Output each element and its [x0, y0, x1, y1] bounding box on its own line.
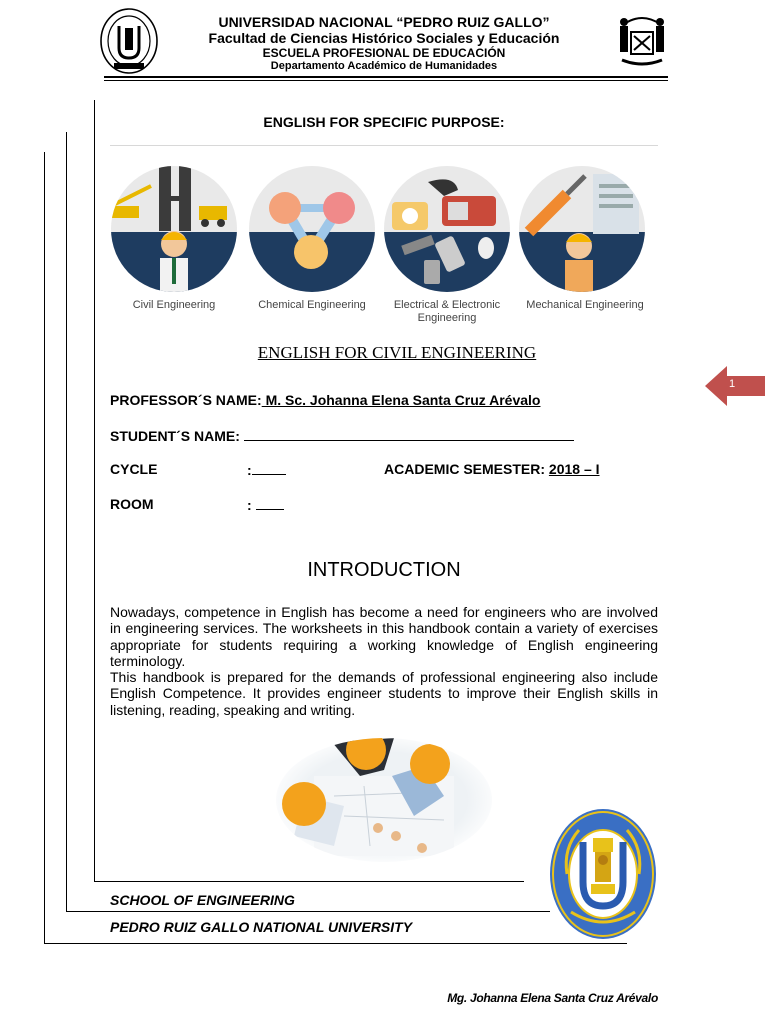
- cycle-field[interactable]: [252, 461, 286, 475]
- student-name-field[interactable]: [244, 427, 574, 441]
- room-row: [247, 496, 284, 513]
- student-row: [110, 427, 574, 444]
- room-label: ROOM: [110, 496, 154, 512]
- semester-row: [384, 461, 600, 477]
- cycle-label: CYCLE: [110, 461, 158, 477]
- mechanical-engineering-label: Mechanical Engineering: [526, 299, 644, 311]
- molecule-icon: [249, 166, 375, 292]
- page-border-bottom-inner: [94, 881, 524, 882]
- page-title: ENGLISH FOR SPECIFIC PURPOSE:: [263, 114, 505, 130]
- header-rule: [104, 76, 668, 78]
- electronics-icon: [384, 166, 510, 292]
- semester-value: 2018 – I: [548, 461, 600, 477]
- chemical-engineering-circle: [249, 166, 375, 292]
- civil-engineer-icon: [111, 166, 237, 292]
- title-divider: [110, 145, 658, 146]
- room-colon: :: [247, 497, 252, 513]
- school-name: ESCUELA PROFESIONAL DE EDUCACIÓN: [262, 46, 506, 60]
- page-border-bottom-outer: [44, 943, 627, 944]
- introduction-paragraph-1: Nowadays, competence in English has become a need for engineers who are involved in engineering services. The worksheets in this handbook contain a variety of exercises appropriate for students requiring a working knowledge of English engineering terminology.: [110, 604, 658, 669]
- introduction-heading: INTRODUCTION: [307, 559, 461, 581]
- footer-university: PEDRO RUIZ GALLO NATIONAL UNIVERSITY: [110, 919, 413, 935]
- header-rule-thin: [104, 80, 668, 81]
- professor-name: M. Sc. Johanna Elena Santa Cruz Arévalo: [261, 392, 541, 408]
- university-name: UNIVERSIDAD NACIONAL “PEDRO RUIZ GALLO”: [218, 14, 550, 30]
- engineers-photo: [274, 736, 494, 864]
- professor-label: PROFESSOR´S NAME:: [110, 392, 262, 408]
- page-border-left-outer: [44, 152, 45, 944]
- course-subtitle: ENGLISH FOR CIVIL ENGINEERING: [257, 343, 537, 362]
- page-border-left-middle: [66, 132, 67, 912]
- fachse-seal-icon: [614, 10, 670, 70]
- cycle-colon: :: [247, 462, 252, 478]
- chemical-engineering-label: Chemical Engineering: [258, 299, 366, 311]
- footer-school: SCHOOL OF ENGINEERING: [110, 892, 295, 908]
- semester-label: ACADEMIC SEMESTER:: [384, 461, 546, 477]
- student-label: STUDENT´S NAME:: [110, 428, 240, 444]
- mechanical-engineering-circle: [519, 166, 645, 292]
- electrical-engineering-label: Electrical & Electronic Engineering: [393, 299, 501, 324]
- page-number: 1: [728, 378, 736, 390]
- footer-author: Mg. Johanna Elena Santa Cruz Arévalo: [447, 991, 658, 1005]
- faculty-name: Facultad de Ciencias Histórico Sociales y Educación: [208, 30, 560, 46]
- department-name: Departamento Académico de Humanidades: [270, 60, 498, 72]
- university-seal-icon: [100, 8, 158, 74]
- cycle-row: [247, 461, 286, 478]
- civil-engineering-label: Civil Engineering: [132, 299, 216, 311]
- professor-row: [110, 392, 540, 408]
- faculty-seal-icon: [549, 808, 657, 940]
- civil-engineering-circle: [111, 166, 237, 292]
- page-border-bottom-middle: [66, 911, 550, 912]
- room-field[interactable]: [256, 496, 284, 510]
- page-border-left-inner: [94, 100, 95, 882]
- introduction-paragraph-2: This handbook is prepared for the demands of professional engineering also include English Competence. It provides engineer students to improve their English skills in listening, reading, speaking and writing.: [110, 669, 658, 718]
- mechanical-engineer-icon: [519, 166, 645, 292]
- introduction-body: [110, 604, 658, 718]
- electrical-engineering-circle: [384, 166, 510, 292]
